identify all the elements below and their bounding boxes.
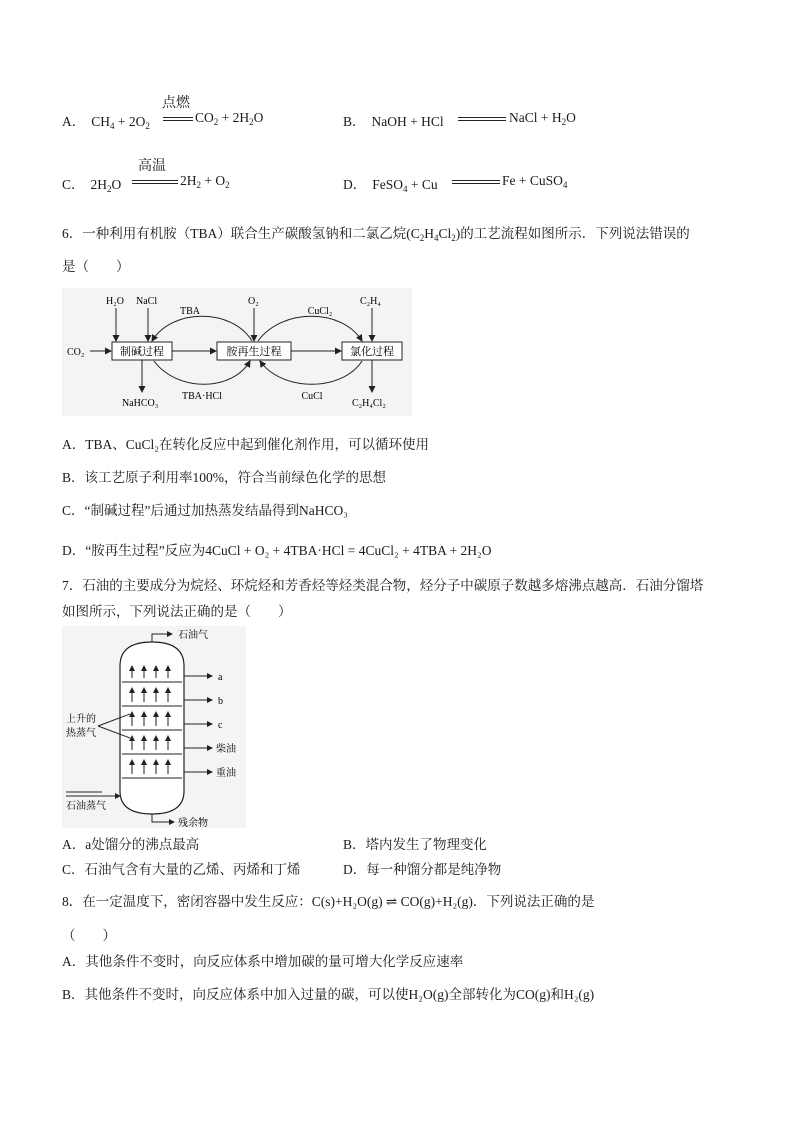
label-cucl2: CuCl₂: [307, 306, 333, 317]
q7-option-d[interactable]: D．每一种馏分都是纯净物: [343, 862, 502, 877]
label-c2h4cl2: C₂H₄Cl₂: [352, 398, 386, 409]
label-heavy-oil: 重油: [216, 768, 236, 779]
q5-c-equals: [132, 180, 178, 184]
q5-d-equals: [452, 180, 500, 184]
q6-option-c[interactable]: C．“制碱过程”后通过加热蒸发结晶得到NaHCO₃: [62, 503, 348, 518]
label-tba: TBA: [180, 306, 200, 317]
q6-option-b[interactable]: B．该工艺原子利用率100%，符合当前绿色化学的思想: [62, 470, 386, 485]
q6-stem-line1: 6．一种利用有机胺（TBA）联合生产碳酸氢钠和二氯乙烷$(C_2H_4Cl_2)$的工艺流程如图所示．下列说法错误的: [62, 226, 690, 243]
label-o2: O₂: [248, 296, 259, 307]
label-nahco3: NaHCO₃: [122, 398, 159, 409]
label-cucl: CuCl: [301, 391, 323, 402]
q5-b-equals: [458, 117, 506, 121]
label-a: a: [218, 672, 223, 683]
label-rising2: 热蒸气: [66, 728, 96, 739]
q7-stem-line2: 如图所示，下列说法正确的是（ ）: [62, 604, 292, 619]
label-c2h4: C₂H₄: [360, 296, 381, 307]
q5-option-d[interactable]: D． FeSO$_4$ + Cu: [343, 177, 438, 194]
label-c: c: [218, 720, 223, 731]
q5-d-products: Fe + CuSO$_4$: [502, 173, 568, 190]
label-residue: 残余物: [178, 818, 208, 828]
q5-option-a[interactable]: A． $CH_4 + 2O_2$: [62, 114, 150, 131]
label-tba-hcl: TBA·HCl: [182, 391, 222, 402]
q6-option-a[interactable]: A．TBA、CuCl₂在转化反应中起到催化剂作用，可以循环使用: [62, 437, 429, 452]
distillation-tower-diagram: [62, 626, 246, 828]
label-h2o: H₂O: [106, 296, 124, 307]
label-box3: 氯化过程: [350, 346, 394, 358]
label-nacl: NaCl: [136, 296, 158, 307]
label-diesel: 柴油: [216, 744, 236, 755]
q6-option-d[interactable]: D．“胺再生过程”反应为4CuCl + O₂ + 4TBA·HCl = 4CuCl₂ + 4TBA + 2H₂O: [62, 543, 492, 558]
q7-option-c[interactable]: C．石油气含有大量的乙烯、丙烯和丁烯: [62, 862, 301, 877]
process-flow-diagram: [62, 288, 412, 416]
q6-stem-line2: 是（ ）: [62, 259, 130, 274]
q5-c-condition: 高温: [138, 159, 166, 174]
q5-option-c[interactable]: C． $2H_2O$: [62, 177, 122, 194]
label-co2: CO₂: [67, 347, 85, 358]
q5-option-b[interactable]: B． NaOH + HCl: [343, 114, 444, 129]
q8-option-b[interactable]: B．其他条件不变时，向反应体系中加入过量的碳，可以使H₂O(g)全部转化为CO(g)和H₂(g): [62, 987, 595, 1002]
label-box1: 制碱过程: [120, 346, 164, 358]
q5-a-products: $CO_2 + 2H_2O$: [195, 110, 264, 127]
tower-shell: [120, 642, 184, 814]
q5-b-products: NaCl + $H_2O$: [509, 110, 576, 127]
q5-a-condition: 点燃: [162, 96, 190, 111]
label-box2: 胺再生过程: [226, 346, 282, 358]
q7-option-b[interactable]: B．塔内发生了物理变化: [343, 837, 488, 852]
q8-stem-line2: （ ）: [62, 928, 116, 943]
q5-a-equals: [163, 117, 193, 121]
q7-stem-line1: 7．石油的主要成分为烷烃、环烷烃和芳香烃等烃类混合物，烃分子中碳原子数越多熔沸点越高．石油分馏塔: [62, 578, 704, 593]
label-petroleum-gas: 石油气: [178, 630, 208, 641]
label-rising1: 上升的: [66, 714, 96, 725]
q5-c-products: $2H_2 + O_2$: [180, 173, 230, 190]
q8-option-a[interactable]: A．其他条件不变时，向反应体系中增加碳的量可增大化学反应速率: [62, 954, 464, 969]
q7-option-a[interactable]: A．a处馏分的沸点最高: [62, 837, 200, 852]
label-b: b: [218, 696, 223, 707]
label-inlet: 石油蒸气: [66, 801, 106, 812]
q8-stem-line1: 8．在一定温度下，密闭容器中发生反应：C(s)+H₂O(g) ⇌ CO(g)+H₂(g)．下列说法正确的是: [62, 894, 595, 909]
